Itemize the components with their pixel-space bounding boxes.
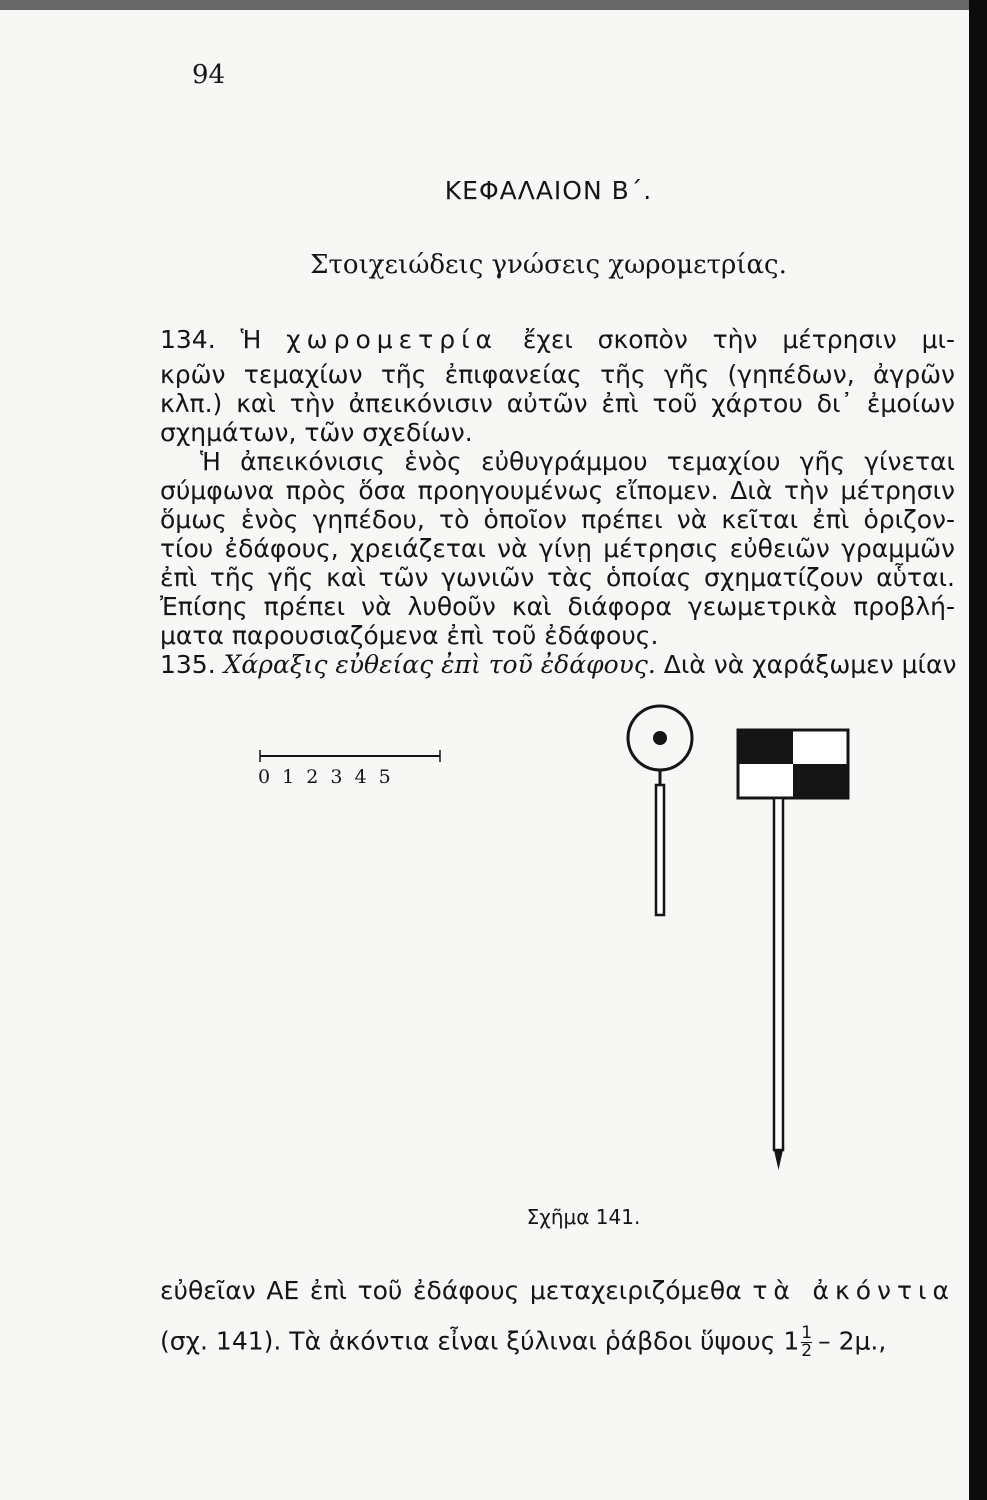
text-line: εὐθεῖαν ΑΕ ἐπὶ τοῦ ἐδάφους μεταχειριζόμεθα τὰ ἀκόντια xyxy=(160,1276,955,1305)
paragraph-title: Χάραξις εὐθείας ἐπὶ τοῦ ἐδάφους. xyxy=(223,650,656,679)
paragraph-number: 134. xyxy=(160,325,216,354)
text-line: ματα παρουσιαζόμενα ἐπὶ τοῦ ἐδάφους. xyxy=(160,621,659,650)
text-line: σχημάτων, τῶν σχεδίων. xyxy=(160,418,473,447)
ranging-poles-illustration xyxy=(240,690,880,1190)
scan-top-edge xyxy=(0,0,987,10)
text-line: (σχ. 141). Τὰ ἀκόντια εἶναι ξύλιναι ῥάβδοι ὕψους 1 $\frac{1}{2}$ – 2μ., xyxy=(160,1323,887,1361)
text-line: 134. Ἡ χωρομετρία ἔχει σκοπὸν τὴν μέτρησιν μι- xyxy=(160,325,955,354)
text-line: Ἐπίσης πρέπει νὰ λυθοῦν καὶ διάφορα γεωμετρικὰ προβλή- xyxy=(160,592,955,621)
scan-right-edge xyxy=(969,0,987,1500)
scale-numbers: 0 1 2 3 4 5 xyxy=(258,766,391,788)
figure-caption: Σχῆμα 141. xyxy=(526,1205,641,1229)
flag-pole-shaft xyxy=(774,798,783,1150)
target-disc-center xyxy=(653,731,667,745)
text-line: ὅμως ἑνὸς γηπέδου, τὸ ὁποῖον πρέπει νὰ κεῖται ἐπὶ ὁριζον- xyxy=(160,505,955,534)
term-spaced: τὰ ἀκόντια xyxy=(752,1276,955,1305)
fraction: $\frac{1}{2}$ xyxy=(801,1323,813,1361)
figure-141 xyxy=(240,690,880,1250)
paragraph-number: 135. xyxy=(160,650,216,679)
text-line: σύμφωνα πρὸς ὅσα προηγουμένως εἴπομεν. Διὰ τὴν μέτρησιν xyxy=(160,476,955,505)
text-line: κρῶν τεμαχίων τῆς ἐπιφανείας τῆς γῆς (γηπέδων, ἀγρῶν xyxy=(160,360,955,389)
flag-dark-quarter xyxy=(793,764,848,798)
text-line: κλπ.) καὶ τὴν ἀπεικόνισιν αὐτῶν ἐπὶ τοῦ χάρτου δι᾽ ἐμοίων xyxy=(160,389,955,418)
pole-shaft xyxy=(656,785,664,915)
text-line: τίου ἐδάφους, χρειάζεται νὰ γίνῃ μέτρησις εὐθειῶν γραμμῶν xyxy=(160,534,955,563)
flag-dark-quarter xyxy=(738,730,793,764)
text-line: Ἡ ἀπεικόνισις ἑνὸς εὐθυγράμμου τεμαχίου γῆς γίνεται xyxy=(200,447,955,476)
page-number: 94 xyxy=(192,60,226,90)
text-line: ἐπὶ τῆς γῆς καὶ τῶν γωνιῶν τὰς ὁποίας σχηματίζουν αὗται. xyxy=(160,563,955,592)
chapter-heading: ΚΕΦΑΛΑΙΟΝ Β΄. xyxy=(444,176,653,205)
section-title: Στοιχειώδεις γνώσεις χωρομετρίας. xyxy=(310,250,787,280)
term-spaced: χωρομετρία xyxy=(286,325,499,354)
text-line: 135. Χάραξις εὐθείας ἐπὶ τοῦ ἐδάφους. Διὰ νὰ χαράξωμεν μίαν xyxy=(160,650,957,679)
flag-pole-tip xyxy=(774,1150,783,1170)
